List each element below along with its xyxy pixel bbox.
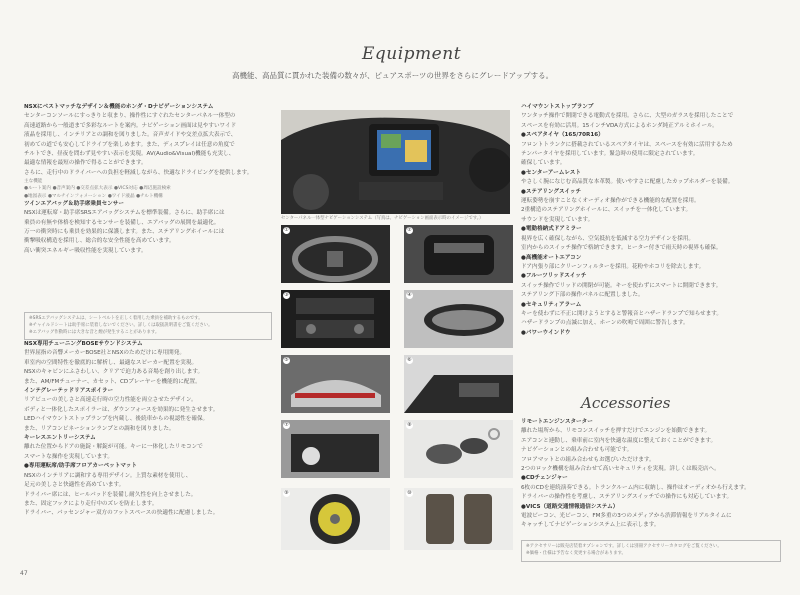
page-subtitle: 高機能、高品質に貫かれた装備の数々が、ピュアスポーツの世界をさらにグレードアップする。 bbox=[232, 71, 554, 80]
body-text-line: スイッチ操作でリッドの開閉が可能。キーを使わずにスマートに開閉できます。 bbox=[521, 282, 722, 289]
body-text-line: 確保しています。 bbox=[521, 160, 566, 167]
body-text-line: ステアリング下部の操作パネルに配置しました。 bbox=[521, 292, 644, 299]
section-heading: ●ステアリングスイッチ bbox=[521, 188, 582, 195]
note-line: ※アクセサリーは販売店装着オプションです。詳しくは別冊アクセサリーカタログをご覧ください。 bbox=[526, 544, 722, 549]
accessories-note bbox=[521, 540, 781, 562]
photo-audio-unit bbox=[281, 290, 390, 348]
body-text-line: NSXは運転席・助手席SRSエアバッグシステムを標準装備。さらに、助手席には bbox=[24, 210, 225, 217]
photo-floor-mats bbox=[404, 488, 513, 550]
body-text-line: ドライバー席には、ヒールパッドを装備し耐久性を向上させました。 bbox=[24, 491, 197, 498]
body-text-line: 最適な情報を最短の操作で得ることができます。 bbox=[24, 160, 147, 167]
body-text-line: チルトでき、昼夜を問わず見やすい表示を実現。AV(Audio&Visual)機能も充実し、 bbox=[24, 151, 235, 158]
body-text-line: 足元の美しさと快適性を高めています。 bbox=[24, 482, 125, 489]
body-text-line: また、固定フックにより走行中のズレを防止します。 bbox=[24, 500, 158, 507]
body-text-line: 車室内の空間特性を徹底的に解析し、最適なスピーカー配置を実現。 bbox=[24, 359, 198, 366]
photo-number: ④ bbox=[407, 292, 412, 298]
photo-armrest bbox=[404, 225, 513, 283]
body-text-line: リアビューの美しさと高速走行時の空力性能を両立させたデザイン。 bbox=[24, 397, 197, 404]
body-text-line: サウンドを実現しています。 bbox=[521, 216, 594, 223]
body-text-line: エアコンと連動し、乗車前に室内を快適な温度に整えておくことができます。 bbox=[521, 437, 717, 444]
photo-number: ⑧ bbox=[407, 422, 412, 428]
photo-trunk bbox=[281, 420, 390, 478]
section-heading: ハイマウントストップランプ bbox=[521, 104, 594, 110]
photo-steering-wheel bbox=[281, 225, 390, 283]
body-text-line: また、リアコンビネーションランプとの調和を図りました。 bbox=[24, 425, 175, 432]
section-heading: ●CDチェンジャー bbox=[521, 475, 568, 482]
body-text-line: 衝撃吸収構造を採用し、総合的な安全性能を高めています。 bbox=[24, 238, 175, 245]
body-text-line: 主な機能 bbox=[24, 179, 43, 185]
navigation-caption: センターパネル一体型ナビゲーションシステム（写真は、ナビゲーション画面表示時のイメージです。） bbox=[281, 216, 484, 221]
body-text-line: NSXのインテリアに調和する専用デザイン。上質な素材を使用し、 bbox=[24, 472, 192, 479]
section-heading: ●VICS（道路交通情報通信システム） bbox=[521, 503, 619, 510]
body-text-line: やさしく腕になじむ高品質な本革製。使いやすさに配慮したカップホルダーを装備。 bbox=[521, 179, 734, 186]
body-text-line: ワンタッチ操作で開閉できる電動式を採用。さらに、大型のガラスを採用したことで bbox=[521, 113, 734, 120]
photo-number: ② bbox=[407, 227, 412, 233]
section-heading: ●専用運転席/助手席フロアカーペットマット bbox=[24, 463, 137, 470]
body-text-line: 離れた位置からドアの施錠・解錠が可能。キーに一体化したリモコンで bbox=[24, 444, 203, 451]
photo-number: ⑨ bbox=[284, 490, 289, 496]
page-number: 47 bbox=[20, 570, 28, 577]
section-heading: NSXにベストマッチなデザイン＆機能のホンダ・Dナビゲーションシステム bbox=[24, 104, 214, 110]
right-column-bottom bbox=[521, 418, 777, 538]
body-text-line: スペースを有効に活用。15インチVDA方式によるホンダ純正アルミホイール。 bbox=[521, 122, 718, 129]
body-text-line: ナビゲーションとの組み合わせも可能です。 bbox=[521, 447, 633, 454]
body-text-line: ハザードランプの点滅に加え、ホーンの吹鳴で周囲に警告します。 bbox=[521, 320, 689, 327]
photo-number: ⑩ bbox=[407, 490, 412, 496]
body-text-line: 離れた場所から、リモコンスイッチを押すだけでエンジンを始動できます。 bbox=[521, 428, 711, 435]
photo-mirror bbox=[404, 290, 513, 348]
photo-number: ⑦ bbox=[284, 422, 289, 428]
body-text-line: キャッチしてナビゲーションシステム上に表示します。 bbox=[521, 522, 660, 529]
left-column-bottom bbox=[24, 340, 272, 552]
section-heading: インテグレーテッドリアスポイラー bbox=[24, 388, 114, 395]
section-heading: ●セキュリティアラーム bbox=[521, 301, 582, 308]
section-heading: ●センターアームレスト bbox=[521, 169, 581, 176]
body-text-line: 運転姿勢を崩すことなくオーディオ操作ができる機能的な配置を採用。 bbox=[521, 198, 700, 205]
body-text-line: 万一の衝突時にも乗員を効果的に保護します。また、ステアリングホイールには bbox=[24, 229, 225, 236]
body-text-line: 2つのロック機構を組み合わせて高いセキュリティを実現。詳しくは販売店へ。 bbox=[521, 466, 720, 473]
body-text-line: ●地図表示 ●マルチインフォメーション ●ワイド液晶 ●チルト機構 bbox=[24, 193, 163, 199]
body-text-line: センターコンソールにすっきりと収まり、操作性にすぐれたセンターパネル一体型の bbox=[24, 113, 236, 120]
section-heading: ●スペアタイヤ（165/70R16） bbox=[521, 132, 604, 139]
note-line: ※チャイルドシートは助手席に装着しないでください。詳しくは取扱説明書をご覧ください。 bbox=[29, 323, 213, 328]
body-text-line: ドライバーの操作性を考慮し、ステアリングスイッチでの操作にも対応しています。 bbox=[521, 494, 733, 501]
body-text-line: 視界を広く確保しながら、空気抵抗を低減する空力デザインを採用。 bbox=[521, 235, 695, 242]
body-text-line: キーを使わずに不正に開けようとすると警報音とハザードランプで知らせます。 bbox=[521, 310, 722, 317]
photo-key-remote bbox=[404, 420, 513, 478]
body-text-line: フロアマットとの組み合わせもお選びいただけます。 bbox=[521, 456, 655, 463]
airbag-note bbox=[24, 312, 272, 340]
body-text-line: NSXのキャビンにふさわしい、クリアで迫力ある音場を創り出します。 bbox=[24, 369, 204, 376]
section-heading: ●フルーツリッドスイッチ bbox=[521, 273, 587, 280]
section-heading: ツインエアバッグ＆助手席乗員センサー bbox=[24, 200, 124, 207]
body-text-line: 高い衝突エネルギー吸収性能を実現しています。 bbox=[24, 247, 147, 254]
body-text-line: 2重構造のステアリングホイールに、スイッチを一体化しています。 bbox=[521, 207, 692, 214]
note-line: ※価格・仕様は予告なく変更する場合があります。 bbox=[526, 551, 626, 556]
photo-spare-wheel bbox=[281, 488, 390, 550]
photo-number: ① bbox=[284, 227, 289, 233]
note-line: ※SRSエアバッグシステムは、シートベルトを正しく着用した乗員を補助するものです。 bbox=[29, 316, 203, 321]
body-text-line: 室内からのスイッチ操作で格納できます。ヒーター付きで雨天時の視界も確保。 bbox=[521, 245, 722, 252]
photo-number: ⑥ bbox=[407, 357, 412, 363]
body-text-line: ●ルート案内 ●音声案内 ●交差点拡大表示 ●VICS対応 ●周辺施設検索 bbox=[24, 186, 171, 192]
body-text-line: テンパータイヤを採用しています。緊急時の使用に限定されています。 bbox=[521, 151, 699, 158]
body-text-line: 電波ビーコン、光ビーコン、FM多重の3つのメディアから渋滞情報をリアルタイムに bbox=[521, 513, 732, 520]
body-text-line: ドライバー、パッセンジャー双方のフットスペースの快適性に配慮しました。 bbox=[24, 510, 219, 517]
body-text-line: 高速道路から一般道まで多彩なルートを案内。ナビゲーション画面は見やすいワイド bbox=[24, 122, 237, 129]
photo-number: ⑤ bbox=[284, 357, 289, 363]
photo-number: ③ bbox=[284, 292, 289, 298]
body-text-line: ボディと一体化したスポイラーは、ダウンフォースを効果的に発生させます。 bbox=[24, 406, 219, 413]
photo-rear-spoiler bbox=[281, 355, 390, 413]
body-text-line: さらに、走行中のドライバーへの負担を軽減しながら、快適なドライビングを提供します。 bbox=[24, 169, 253, 176]
body-text-line: LEDハイマウントストップランプを内蔵し、後続車からの視認性を確保。 bbox=[24, 416, 209, 423]
page-title: Equipment bbox=[362, 44, 462, 64]
note-line: ※エアバッグ作動時には大きな音と煙が発生することがあります。 bbox=[29, 330, 160, 335]
photo-door-interior bbox=[404, 355, 513, 413]
body-text-line: 初めての道でも安心してドライブを楽しめます。また、ディスプレイは任意の角度で bbox=[24, 141, 235, 148]
accessories-title: Accessories bbox=[581, 394, 671, 412]
body-text-line: スマートな操作を実現しています。 bbox=[24, 453, 113, 460]
body-text-line: 6枚のCDを連続演奏できる。トランクルーム内に収納し、操作はオーディオから行えます。 bbox=[521, 484, 750, 491]
section-heading: ●パワーウインドウ bbox=[521, 329, 571, 336]
body-text-line: 液晶を採用し、インテリアとの調和を図りました。音声ガイドや交差点拡大表示で、 bbox=[24, 132, 237, 139]
body-text-line: 世界屈指の音響メーカーBOSE社とNSXのためだけに専用開発。 bbox=[24, 350, 185, 357]
body-text-line: 乗員の有無や体格を検知するセンサーを装備し、エアバッグの展開を最適化。 bbox=[24, 219, 220, 226]
body-text-line: ドア内張り部にクリーンフィルターを採用。花粉やホコリを除去します。 bbox=[521, 263, 705, 270]
right-column-top bbox=[521, 103, 777, 378]
body-text-line: フロントトランクに搭載されているスペアタイヤは、スペースを有効に活用するため bbox=[521, 141, 733, 148]
navigation-photo bbox=[281, 110, 510, 214]
section-heading: ●高機能オートエアコン bbox=[521, 254, 582, 261]
section-heading: キーレスエントリーシステム bbox=[24, 435, 96, 442]
section-heading: ●電動格納式ドアミラー bbox=[521, 226, 582, 233]
section-heading: リモートエンジンスターター bbox=[521, 419, 593, 425]
body-text-line: また、AM/FMチューナー、カセット、CDプレーヤーを機能的に配置。 bbox=[24, 378, 201, 385]
section-heading: NSX専用チューニングBOSEサウンドシステム bbox=[24, 341, 143, 347]
left-column-top bbox=[24, 103, 272, 310]
